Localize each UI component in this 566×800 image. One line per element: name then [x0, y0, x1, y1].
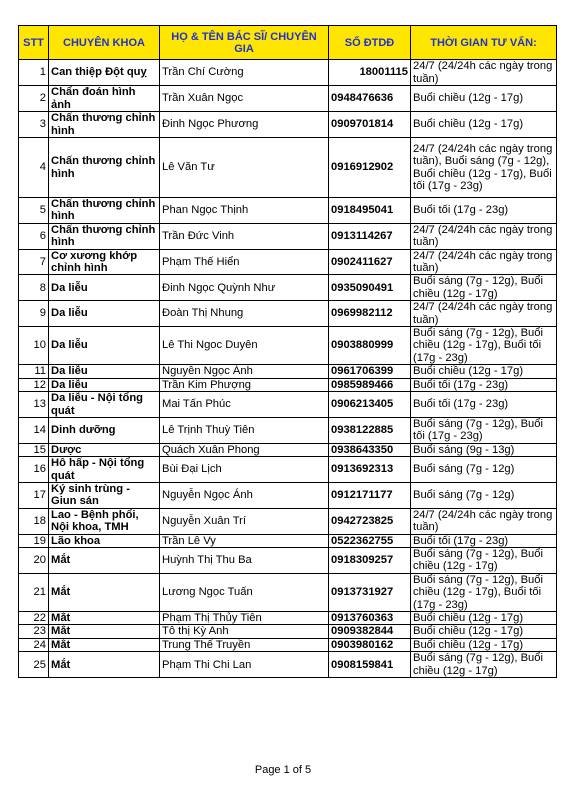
cell-doctor: Nguyễn Ngọc Ánh [160, 365, 329, 378]
table-row [19, 638, 557, 651]
cell-stt: 10 [19, 327, 49, 365]
cell-phone: 0902411627 [329, 249, 411, 275]
cell-time: 24/7 (24/24h các ngày trong tuần), Buổi sáng (7g - 12g), Buổi chiều (12g - 17g), Buổi tối (17g - 23g) [411, 138, 557, 198]
cell-doctor: Trung Thế Truyền [160, 638, 329, 651]
cell-phone: 0913692313 [329, 457, 411, 483]
cell-time: Buổi sáng (7g - 12g), Buổi chiều (12g - 17g) [411, 275, 557, 301]
cell-doctor: Trần Đức Vinh [160, 223, 329, 249]
cell-specialty: Ký sinh trùng - Giun sán [49, 482, 160, 508]
cell-stt: 8 [19, 275, 49, 301]
cell-phone: 0938643350 [329, 443, 411, 456]
table-header-row [19, 26, 557, 60]
cell-phone: 0522362755 [329, 534, 411, 547]
cell-doctor: Lê Văn Tư [160, 138, 329, 198]
cell-specialty: Da liễu [49, 365, 160, 378]
cell-stt: 17 [19, 482, 49, 508]
cell-doctor: Đoàn Thị Nhung [160, 301, 329, 327]
table-row [19, 508, 557, 534]
cell-stt: 25 [19, 652, 49, 678]
table-row [19, 573, 557, 611]
cell-time: Buổi tối (17g - 23g) [411, 198, 557, 224]
cell-specialty: Mắt [49, 652, 160, 678]
doctor-table [18, 25, 557, 678]
cell-specialty: Da liễu [49, 327, 160, 365]
cell-time: Buổi tối (17g - 23g) [411, 534, 557, 547]
cell-phone: 0961706399 [329, 365, 411, 378]
table-row [19, 60, 557, 86]
cell-phone: 0918309257 [329, 547, 411, 573]
cell-phone: 18001115 [329, 60, 411, 86]
cell-doctor: Lê Thi Ngoc Duyên [160, 327, 329, 365]
cell-time: Buổi tối (17g - 23g) [411, 378, 557, 391]
table-row [19, 443, 557, 456]
cell-specialty: Chẩn đoán hình ảnh [49, 86, 160, 112]
cell-specialty: Lao - Bệnh phổi, Nội khoa, TMH [49, 508, 160, 534]
header-doctor: HỌ & TÊN BÁC SĨ/ CHUYÊN GIA [160, 26, 329, 60]
table-row [19, 392, 557, 418]
cell-specialty: Chấn thương chỉnh hình [49, 138, 160, 198]
cell-doctor: Phạm Thị Thủy Tiên [160, 612, 329, 625]
cell-stt: 12 [19, 378, 49, 391]
cell-doctor: Phan Ngọc Thịnh [160, 198, 329, 224]
cell-stt: 15 [19, 443, 49, 456]
cell-time: Buổi chiều (12g - 17g) [411, 625, 557, 638]
cell-specialty: Dược [49, 443, 160, 456]
cell-time: Buổi chiều (12g - 17g) [411, 86, 557, 112]
cell-doctor: Trần Chí Cường [160, 60, 329, 86]
cell-stt: 18 [19, 508, 49, 534]
cell-phone: 0985989466 [329, 378, 411, 391]
cell-time: Buổi sáng (7g - 12g) [411, 482, 557, 508]
cell-time: 24/7 (24/24h các ngày trong tuần) [411, 60, 557, 86]
cell-stt: 5 [19, 198, 49, 224]
cell-specialty: Chấn thương chỉnh hình [49, 112, 160, 138]
table-row [19, 86, 557, 112]
cell-time: Buổi chiều (12g - 17g) [411, 638, 557, 651]
cell-stt: 7 [19, 249, 49, 275]
cell-phone: 0916912902 [329, 138, 411, 198]
cell-time: Buổi sáng (7g - 12g), Buổi chiều (12g - 17g), Buổi tối (17g - 23g) [411, 327, 557, 365]
cell-phone: 0969982112 [329, 301, 411, 327]
cell-time: Buổi chiều (12g - 17g) [411, 612, 557, 625]
cell-specialty: Mắt [49, 625, 160, 638]
cell-specialty: Mắt [49, 638, 160, 651]
cell-specialty: Cơ xương khớp chỉnh hình [49, 249, 160, 275]
header-stt: STT [19, 26, 49, 60]
cell-stt: 1 [19, 60, 49, 86]
cell-phone: 0906213405 [329, 392, 411, 418]
page-footer: Page 1 of 5 [254, 764, 312, 776]
cell-time: 24/7 (24/24h các ngày trong tuần) [411, 223, 557, 249]
table-row [19, 547, 557, 573]
cell-phone: 0908159841 [329, 652, 411, 678]
cell-doctor: Quách Xuân Phong [160, 443, 329, 456]
cell-specialty: Mắt [49, 547, 160, 573]
cell-time: Buổi tối (17g - 23g) [411, 392, 557, 418]
cell-stt: 21 [19, 573, 49, 611]
cell-phone: 0913114267 [329, 223, 411, 249]
table-body [19, 60, 557, 678]
table-row [19, 301, 557, 327]
table-row [19, 625, 557, 638]
cell-specialty: Da liễu [49, 275, 160, 301]
table-row [19, 198, 557, 224]
cell-specialty: Can thiệp Đột quỵ [49, 60, 160, 86]
cell-doctor: Trần Xuân Ngọc [160, 86, 329, 112]
cell-doctor: Phạm Thi Chi Lan [160, 652, 329, 678]
header-time: THỜI GIAN TƯ VẤN: [411, 26, 557, 60]
cell-doctor: Trần Kim Phượng [160, 378, 329, 391]
table-row [19, 365, 557, 378]
cell-time: Buổi chiều (12g - 17g) [411, 365, 557, 378]
cell-phone: 0909382844 [329, 625, 411, 638]
cell-doctor: Bùi Đại Lịch [160, 457, 329, 483]
cell-doctor: Nguyễn Xuân Trí [160, 508, 329, 534]
cell-specialty: Dinh dưỡng [49, 417, 160, 443]
cell-stt: 3 [19, 112, 49, 138]
cell-stt: 23 [19, 625, 49, 638]
cell-specialty: Chấn thương chỉnh hình [49, 223, 160, 249]
cell-doctor: Phạm Thế Hiển [160, 249, 329, 275]
cell-specialty: Da liễu [49, 301, 160, 327]
cell-phone: 0938122885 [329, 417, 411, 443]
cell-stt: 11 [19, 365, 49, 378]
cell-doctor: Nguyễn Ngọc Ánh [160, 482, 329, 508]
table-row [19, 138, 557, 198]
cell-phone: 0918495041 [329, 198, 411, 224]
table-row [19, 534, 557, 547]
table-row [19, 612, 557, 625]
cell-specialty: Hô hấp - Nội tổng quát [49, 457, 160, 483]
cell-stt: 16 [19, 457, 49, 483]
cell-phone: 0909701814 [329, 112, 411, 138]
cell-phone: 0903880999 [329, 327, 411, 365]
cell-specialty: Chấn thương chỉnh hình [49, 198, 160, 224]
cell-doctor: Tô thị Kỳ Anh [160, 625, 329, 638]
header-specialty: CHUYÊN KHOA [49, 26, 160, 60]
cell-phone: 0903980162 [329, 638, 411, 651]
cell-time: Buổi sáng (7g - 12g), Buổi chiều (12g - 17g) [411, 547, 557, 573]
cell-stt: 13 [19, 392, 49, 418]
cell-specialty: Mắt [49, 612, 160, 625]
table-row [19, 457, 557, 483]
cell-stt: 22 [19, 612, 49, 625]
cell-time: Buổi sáng (7g - 12g) [411, 457, 557, 483]
cell-doctor: Mai Tấn Phúc [160, 392, 329, 418]
cell-doctor: Huỳnh Thị Thu Ba [160, 547, 329, 573]
cell-stt: 2 [19, 86, 49, 112]
cell-time: 24/7 (24/24h các ngày trong tuần) [411, 249, 557, 275]
table-row [19, 249, 557, 275]
table-row [19, 652, 557, 678]
cell-time: Buổi chiều (12g - 17g) [411, 112, 557, 138]
header-phone: SỐ ĐTDĐ [329, 26, 411, 60]
table-row [19, 482, 557, 508]
table-row [19, 417, 557, 443]
cell-stt: 14 [19, 417, 49, 443]
cell-specialty: Lão khoa [49, 534, 160, 547]
cell-time: 24/7 (24/24h các ngày trong tuần) [411, 508, 557, 534]
cell-doctor: Lê Trịnh Thuỳ Tiên [160, 417, 329, 443]
cell-time: Buổi sáng (7g - 12g), Buổi tối (17g - 23g) [411, 417, 557, 443]
cell-stt: 19 [19, 534, 49, 547]
cell-specialty: Mắt [49, 573, 160, 611]
cell-stt: 6 [19, 223, 49, 249]
cell-time: Buổi sáng (9g - 13g) [411, 443, 557, 456]
cell-phone: 0912171177 [329, 482, 411, 508]
table-row [19, 378, 557, 391]
cell-time: Buổi sáng (7g - 12g), Buổi chiều (12g - 17g), Buổi tối (17g - 23g) [411, 573, 557, 611]
cell-doctor: Đinh Ngọc Quỳnh Như [160, 275, 329, 301]
cell-stt: 4 [19, 138, 49, 198]
cell-specialty: Da liễu - Nội tổng quát [49, 392, 160, 418]
cell-specialty: Da liễu [49, 378, 160, 391]
cell-doctor: Trần Lê Vy [160, 534, 329, 547]
cell-time: Buổi sáng (7g - 12g), Buổi chiều (12g - 17g) [411, 652, 557, 678]
table-row [19, 275, 557, 301]
cell-stt: 9 [19, 301, 49, 327]
table-row [19, 327, 557, 365]
cell-phone: 0913731927 [329, 573, 411, 611]
cell-phone: 0913760363 [329, 612, 411, 625]
cell-phone: 0948476636 [329, 86, 411, 112]
cell-doctor: Lương Ngọc Tuấn [160, 573, 329, 611]
table-row [19, 223, 557, 249]
cell-phone: 0942723825 [329, 508, 411, 534]
cell-doctor: Đinh Ngọc Phương [160, 112, 329, 138]
table-row [19, 112, 557, 138]
cell-stt: 20 [19, 547, 49, 573]
cell-stt: 24 [19, 638, 49, 651]
cell-time: 24/7 (24/24h các ngày trong tuần) [411, 301, 557, 327]
cell-phone: 0935090491 [329, 275, 411, 301]
